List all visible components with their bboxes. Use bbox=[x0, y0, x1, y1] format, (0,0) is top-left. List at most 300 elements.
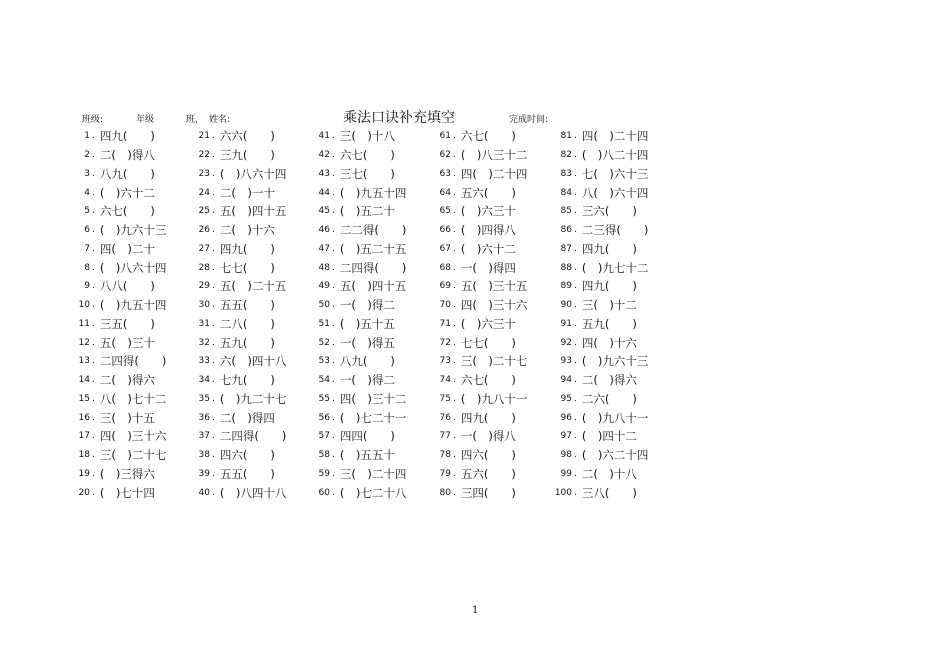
problem-number: 52 bbox=[318, 337, 330, 348]
problem-number: 17 bbox=[78, 431, 90, 442]
number-separator: . bbox=[212, 487, 215, 498]
problem-number: 65 bbox=[439, 206, 451, 217]
number-separator: . bbox=[453, 281, 456, 292]
problem-item bbox=[182, 127, 286, 146]
number-separator: . bbox=[212, 431, 215, 442]
problem-column-4 bbox=[423, 127, 527, 502]
problem-item bbox=[423, 483, 527, 502]
problem-text: 四( )二十四 bbox=[460, 166, 528, 181]
problem-item bbox=[62, 277, 166, 296]
problem-number: 22 bbox=[198, 150, 210, 161]
problem-item bbox=[62, 371, 166, 390]
problem-item bbox=[423, 446, 527, 465]
problem-item bbox=[182, 202, 286, 221]
problem-number: 51 bbox=[318, 318, 330, 329]
problem-text: 六六( ) bbox=[219, 129, 275, 144]
problem-number: 18 bbox=[78, 450, 90, 461]
problem-text: ( )八三十二 bbox=[460, 148, 528, 163]
problem-item bbox=[423, 202, 527, 221]
number-separator: . bbox=[212, 281, 215, 292]
problem-item bbox=[423, 221, 527, 240]
problem-number: 84 bbox=[560, 187, 572, 198]
problem-text: ( )七十四 bbox=[99, 485, 155, 500]
problem-number: 14 bbox=[78, 375, 90, 386]
problem-item bbox=[182, 427, 286, 446]
problem-text: ( )九六十三 bbox=[99, 223, 167, 238]
problem-item bbox=[423, 277, 527, 296]
problem-item bbox=[182, 240, 286, 259]
problem-text: 五九( ) bbox=[219, 335, 275, 350]
problem-text: 三七( ) bbox=[339, 166, 395, 181]
completion-time-label: 完成时间: bbox=[509, 115, 549, 125]
number-separator: . bbox=[92, 206, 95, 217]
number-separator: . bbox=[453, 262, 456, 273]
number-separator: . bbox=[332, 131, 335, 142]
number-separator: . bbox=[332, 450, 335, 461]
problem-number: 70 bbox=[439, 300, 451, 311]
number-separator: . bbox=[453, 375, 456, 386]
class-label: 班级: bbox=[82, 115, 104, 125]
problem-number: 28 bbox=[198, 262, 210, 273]
problem-item bbox=[544, 371, 648, 390]
problem-item bbox=[544, 202, 648, 221]
number-separator: . bbox=[453, 168, 456, 179]
number-separator: . bbox=[92, 281, 95, 292]
problem-number: 30 bbox=[198, 300, 210, 311]
number-separator: . bbox=[332, 150, 335, 161]
problem-number: 43 bbox=[318, 168, 330, 179]
problem-number: 15 bbox=[78, 393, 90, 404]
problem-item bbox=[544, 277, 648, 296]
number-separator: . bbox=[92, 393, 95, 404]
problem-text: 二( )一十 bbox=[219, 185, 275, 200]
problem-item bbox=[544, 240, 648, 259]
number-separator: . bbox=[212, 300, 215, 311]
problem-text: 二三得( ) bbox=[581, 223, 649, 238]
number-separator: . bbox=[332, 431, 335, 442]
number-separator: . bbox=[92, 375, 95, 386]
number-separator: . bbox=[453, 225, 456, 236]
number-separator: . bbox=[453, 356, 456, 367]
problem-number: 36 bbox=[198, 412, 210, 423]
problem-text: 七九( ) bbox=[219, 373, 275, 388]
problem-text: ( )六三十 bbox=[460, 316, 516, 331]
page-number: 1 bbox=[472, 605, 479, 616]
problem-number: 23 bbox=[198, 168, 210, 179]
problem-number: 3 bbox=[84, 168, 90, 179]
number-separator: . bbox=[332, 225, 335, 236]
problem-text: 八( )七十二 bbox=[99, 391, 167, 406]
problem-text: ( )五五十 bbox=[339, 448, 395, 463]
problem-item bbox=[544, 146, 648, 165]
problem-text: 五九( ) bbox=[581, 316, 637, 331]
problem-item bbox=[182, 315, 286, 334]
problem-number: 78 bbox=[439, 450, 451, 461]
problem-item bbox=[62, 408, 166, 427]
problem-item bbox=[182, 390, 286, 409]
number-separator: . bbox=[574, 337, 577, 348]
problem-number: 89 bbox=[560, 281, 572, 292]
number-separator: . bbox=[574, 206, 577, 217]
number-separator: . bbox=[332, 468, 335, 479]
problem-number: 25 bbox=[198, 206, 210, 217]
problem-number: 68 bbox=[439, 262, 451, 273]
number-separator: . bbox=[212, 337, 215, 348]
number-separator: . bbox=[92, 318, 95, 329]
problem-item bbox=[544, 183, 648, 202]
problem-number: 33 bbox=[198, 356, 210, 367]
number-separator: . bbox=[574, 431, 577, 442]
problem-number: 20 bbox=[78, 487, 90, 498]
problem-item bbox=[182, 371, 286, 390]
problem-text: 七( )六十三 bbox=[581, 166, 649, 181]
number-separator: . bbox=[453, 150, 456, 161]
problem-text: ( )五二十五 bbox=[339, 241, 407, 256]
number-separator: . bbox=[332, 356, 335, 367]
problem-number: 44 bbox=[318, 187, 330, 198]
number-separator: . bbox=[332, 206, 335, 217]
number-separator: . bbox=[212, 150, 215, 161]
problem-item bbox=[423, 371, 527, 390]
number-separator: . bbox=[92, 468, 95, 479]
problem-text: 四九( ) bbox=[99, 129, 155, 144]
number-separator: . bbox=[332, 243, 335, 254]
problem-item bbox=[62, 315, 166, 334]
number-separator: . bbox=[453, 450, 456, 461]
problem-number: 50 bbox=[318, 300, 330, 311]
number-separator: . bbox=[92, 337, 95, 348]
problem-number: 9 bbox=[84, 281, 90, 292]
problem-item bbox=[544, 446, 648, 465]
problem-number: 72 bbox=[439, 337, 451, 348]
problem-number: 4 bbox=[84, 187, 90, 198]
problem-column-1 bbox=[62, 127, 166, 502]
problem-number: 85 bbox=[560, 206, 572, 217]
problem-text: ( )九七十二 bbox=[581, 260, 649, 275]
problem-text: 四九( ) bbox=[219, 241, 275, 256]
problem-text: 五五( ) bbox=[219, 298, 275, 313]
number-separator: . bbox=[453, 131, 456, 142]
problem-item bbox=[423, 165, 527, 184]
problem-number: 94 bbox=[560, 375, 572, 386]
problem-item bbox=[62, 390, 166, 409]
number-separator: . bbox=[574, 468, 577, 479]
problem-text: 一( )得二 bbox=[339, 373, 395, 388]
problem-item bbox=[302, 483, 406, 502]
problem-item bbox=[544, 221, 648, 240]
number-separator: . bbox=[453, 206, 456, 217]
problem-item bbox=[423, 333, 527, 352]
number-separator: . bbox=[332, 375, 335, 386]
problem-item bbox=[302, 146, 406, 165]
number-separator: . bbox=[92, 243, 95, 254]
number-separator: . bbox=[453, 318, 456, 329]
problem-text: 一( )得二 bbox=[339, 298, 395, 313]
number-separator: . bbox=[212, 187, 215, 198]
problem-text: 八九( ) bbox=[99, 166, 155, 181]
problem-number: 81 bbox=[560, 131, 572, 142]
problem-number: 1 bbox=[84, 131, 90, 142]
problem-number: 53 bbox=[318, 356, 330, 367]
problem-item bbox=[62, 202, 166, 221]
problem-item bbox=[302, 352, 406, 371]
problem-text: 二( )得四 bbox=[219, 410, 275, 425]
number-separator: . bbox=[92, 168, 95, 179]
problem-text: 四( )二十 bbox=[99, 241, 155, 256]
problem-number: 76 bbox=[439, 412, 451, 423]
problem-number: 92 bbox=[560, 337, 572, 348]
problem-text: ( )九五十四 bbox=[339, 185, 407, 200]
problem-item bbox=[302, 221, 406, 240]
problem-number: 66 bbox=[439, 225, 451, 236]
problem-item bbox=[423, 408, 527, 427]
number-separator: . bbox=[453, 300, 456, 311]
problem-number: 12 bbox=[78, 337, 90, 348]
problem-text: ( )八二十四 bbox=[581, 148, 649, 163]
number-separator: . bbox=[92, 450, 95, 461]
worksheet-title: 乘法口诀补充填空 bbox=[343, 110, 455, 126]
problem-number: 38 bbox=[198, 450, 210, 461]
problem-text: ( )九八十一 bbox=[460, 391, 528, 406]
problem-text: 三九( ) bbox=[219, 148, 275, 163]
problem-item bbox=[544, 408, 648, 427]
problem-number: 46 bbox=[318, 225, 330, 236]
problem-text: 三八( ) bbox=[581, 485, 637, 500]
problem-text: 五( )四十五 bbox=[219, 204, 287, 219]
number-separator: . bbox=[453, 337, 456, 348]
problem-number: 31 bbox=[198, 318, 210, 329]
problem-text: 五( )二十五 bbox=[219, 279, 287, 294]
problem-number: 49 bbox=[318, 281, 330, 292]
number-separator: . bbox=[332, 262, 335, 273]
problem-text: 五( )三十 bbox=[99, 335, 155, 350]
problem-number: 48 bbox=[318, 262, 330, 273]
problem-item bbox=[544, 333, 648, 352]
problem-number: 90 bbox=[560, 300, 572, 311]
number-separator: . bbox=[574, 300, 577, 311]
problem-text: 三( )二十七 bbox=[99, 448, 167, 463]
problem-number: 88 bbox=[560, 262, 572, 273]
problem-item bbox=[544, 127, 648, 146]
number-separator: . bbox=[92, 187, 95, 198]
problem-number: 98 bbox=[560, 450, 572, 461]
number-separator: . bbox=[453, 468, 456, 479]
number-separator: . bbox=[92, 262, 95, 273]
problem-item bbox=[302, 446, 406, 465]
problem-text: 二四得( ) bbox=[339, 260, 407, 275]
problem-text: 六七( ) bbox=[460, 373, 516, 388]
problem-column-3 bbox=[302, 127, 406, 502]
number-separator: . bbox=[574, 412, 577, 423]
problem-number: 26 bbox=[198, 225, 210, 236]
problem-number: 86 bbox=[560, 225, 572, 236]
number-separator: . bbox=[212, 318, 215, 329]
problem-item bbox=[423, 315, 527, 334]
problem-item bbox=[182, 296, 286, 315]
problem-number: 7 bbox=[84, 243, 90, 254]
problem-text: 二二得( ) bbox=[339, 223, 407, 238]
problem-item bbox=[182, 277, 286, 296]
number-separator: . bbox=[574, 375, 577, 386]
problem-number: 59 bbox=[318, 468, 330, 479]
problem-number: 69 bbox=[439, 281, 451, 292]
number-separator: . bbox=[92, 431, 95, 442]
number-separator: . bbox=[332, 281, 335, 292]
problem-text: ( )九六十三 bbox=[581, 354, 649, 369]
number-separator: . bbox=[212, 225, 215, 236]
number-separator: . bbox=[574, 450, 577, 461]
problem-text: 五五( ) bbox=[219, 466, 275, 481]
problem-number: 24 bbox=[198, 187, 210, 198]
problem-text: 八九( ) bbox=[339, 354, 395, 369]
problem-item bbox=[302, 183, 406, 202]
problem-item bbox=[544, 390, 648, 409]
problem-number: 29 bbox=[198, 281, 210, 292]
problem-number: 63 bbox=[439, 168, 451, 179]
problem-text: 五六( ) bbox=[460, 185, 516, 200]
number-separator: . bbox=[212, 393, 215, 404]
problem-text: 二( )得八 bbox=[99, 148, 155, 163]
problem-item bbox=[302, 390, 406, 409]
number-separator: . bbox=[332, 168, 335, 179]
number-separator: . bbox=[453, 243, 456, 254]
problem-number: 55 bbox=[318, 393, 330, 404]
problem-number: 96 bbox=[560, 412, 572, 423]
problem-number: 87 bbox=[560, 243, 572, 254]
problem-item bbox=[62, 240, 166, 259]
problem-number: 61 bbox=[439, 131, 451, 142]
problem-item bbox=[62, 446, 166, 465]
problem-column-2 bbox=[182, 127, 286, 502]
problem-item bbox=[544, 352, 648, 371]
problem-item bbox=[62, 333, 166, 352]
number-separator: . bbox=[453, 431, 456, 442]
problem-number: 93 bbox=[560, 356, 572, 367]
number-separator: . bbox=[92, 131, 95, 142]
problem-item bbox=[182, 183, 286, 202]
problem-item bbox=[62, 352, 166, 371]
problem-item bbox=[423, 127, 527, 146]
number-separator: . bbox=[212, 243, 215, 254]
grade-label: 年级 bbox=[136, 115, 155, 125]
problem-item bbox=[182, 446, 286, 465]
problem-item bbox=[423, 258, 527, 277]
problem-number: 21 bbox=[198, 131, 210, 142]
number-separator: . bbox=[574, 356, 577, 367]
problem-item bbox=[544, 315, 648, 334]
problem-number: 10 bbox=[78, 300, 90, 311]
number-separator: . bbox=[574, 281, 577, 292]
problem-item bbox=[62, 221, 166, 240]
number-separator: . bbox=[332, 412, 335, 423]
problem-item bbox=[302, 427, 406, 446]
problem-text: 四( )二十四 bbox=[581, 129, 649, 144]
problem-text: 八( )六十四 bbox=[581, 185, 649, 200]
number-separator: . bbox=[212, 131, 215, 142]
problem-number: 60 bbox=[318, 487, 330, 498]
ban-label: 班， bbox=[186, 115, 205, 125]
problem-item bbox=[423, 465, 527, 484]
problem-number: 83 bbox=[560, 168, 572, 179]
number-separator: . bbox=[574, 225, 577, 236]
number-separator: . bbox=[574, 168, 577, 179]
problem-item bbox=[302, 315, 406, 334]
problem-number: 99 bbox=[560, 468, 572, 479]
problem-item bbox=[182, 408, 286, 427]
problem-text: 一( )得五 bbox=[339, 335, 395, 350]
problem-text: 六七( ) bbox=[99, 204, 155, 219]
problem-text: 四( )三十二 bbox=[339, 391, 407, 406]
problem-text: 一( )得四 bbox=[460, 260, 516, 275]
problem-number: 100 bbox=[554, 487, 572, 498]
problem-text: 三( )二十四 bbox=[339, 466, 407, 481]
problem-item bbox=[302, 277, 406, 296]
problem-text: 四九( ) bbox=[581, 241, 637, 256]
problem-text: ( )八六十四 bbox=[99, 260, 167, 275]
problem-item bbox=[302, 165, 406, 184]
problem-number: 74 bbox=[439, 375, 451, 386]
problem-number: 57 bbox=[318, 431, 330, 442]
problem-number: 2 bbox=[84, 150, 90, 161]
problem-item bbox=[423, 240, 527, 259]
problem-text: 六七( ) bbox=[339, 148, 395, 163]
problem-text: 四九( ) bbox=[581, 279, 637, 294]
problem-item bbox=[62, 427, 166, 446]
problem-number: 77 bbox=[439, 431, 451, 442]
problem-item bbox=[423, 183, 527, 202]
problem-text: 四六( ) bbox=[460, 448, 516, 463]
problem-text: 一( )得八 bbox=[460, 429, 516, 444]
problem-text: 二四得( ) bbox=[99, 354, 167, 369]
number-separator: . bbox=[332, 318, 335, 329]
number-separator: . bbox=[92, 150, 95, 161]
problem-text: 二四得( ) bbox=[219, 429, 287, 444]
number-separator: . bbox=[574, 187, 577, 198]
number-separator: . bbox=[92, 487, 95, 498]
problem-item bbox=[182, 165, 286, 184]
number-separator: . bbox=[332, 300, 335, 311]
problem-item bbox=[182, 258, 286, 277]
problem-number: 79 bbox=[439, 468, 451, 479]
problem-item bbox=[423, 427, 527, 446]
problem-number: 97 bbox=[560, 431, 572, 442]
number-separator: . bbox=[574, 393, 577, 404]
problem-item bbox=[423, 390, 527, 409]
problem-number: 13 bbox=[78, 356, 90, 367]
number-separator: . bbox=[332, 393, 335, 404]
problem-text: 二六( ) bbox=[581, 391, 637, 406]
problem-number: 42 bbox=[318, 150, 330, 161]
problem-text: ( )八六十四 bbox=[219, 166, 287, 181]
problem-text: 六七( ) bbox=[460, 129, 516, 144]
problem-text: 三( )二十七 bbox=[460, 354, 528, 369]
problem-number: 39 bbox=[198, 468, 210, 479]
problem-item bbox=[302, 296, 406, 315]
number-separator: . bbox=[92, 225, 95, 236]
problem-number: 27 bbox=[198, 243, 210, 254]
problem-text: 三五( ) bbox=[99, 316, 155, 331]
number-separator: . bbox=[453, 412, 456, 423]
number-separator: . bbox=[212, 412, 215, 423]
problem-number: 91 bbox=[560, 318, 572, 329]
problem-text: 四( )十六 bbox=[581, 335, 637, 350]
problem-item bbox=[423, 296, 527, 315]
problem-number: 11 bbox=[78, 318, 90, 329]
problem-text: ( )六十二 bbox=[99, 185, 155, 200]
problem-item bbox=[302, 371, 406, 390]
problem-number: 58 bbox=[318, 450, 330, 461]
problem-item bbox=[302, 202, 406, 221]
